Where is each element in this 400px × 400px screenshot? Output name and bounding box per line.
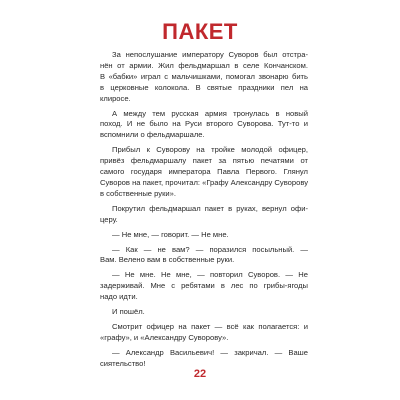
paragraph (100, 245, 308, 267)
text-line: клиросе. (100, 93, 131, 103)
text-line: нён от армии. Жил фельдмаршал в селе Кончанском. (100, 60, 308, 70)
paragraph (100, 109, 308, 142)
paragraph (100, 322, 308, 344)
paragraph (100, 270, 308, 303)
chapter-title: ПАКЕТ (162, 19, 238, 44)
paragraph (100, 50, 308, 105)
text-line: Покрутил фельдмаршал пакет в руках, вернул офи- (112, 203, 308, 213)
text-line: За непослушание императору Суворов был отстра- (112, 50, 308, 59)
paragraph (100, 230, 308, 241)
paragraph (100, 307, 308, 318)
text-line: привёз фельдмаршалу пакет за пятью печатями от (100, 156, 308, 166)
text-line: задерживай. Мне с ребятами в лес по грибы-ягоды (100, 281, 308, 291)
text-line: Вам. Велено вам в собственные руки. (100, 255, 235, 265)
text-line: В «бабки» играл с мальчишками, помогал звонарю бить (100, 71, 308, 81)
story-text (100, 50, 308, 374)
page-number: 22 (193, 368, 207, 380)
text-line: церу. (100, 214, 118, 224)
text-line: Суворов на пакет, прочитал: «Графу Александру Суворову (100, 177, 308, 187)
text-line: — Как — не вам? — поразился посыльный. — (112, 244, 308, 254)
paragraph (100, 348, 308, 370)
text-line: сиятельство! (100, 358, 146, 368)
text-line: — Александр Васильевич! — закричал. — Ваше (112, 347, 308, 357)
text-line: в церковные колокола. В святые праздники пел на (100, 82, 308, 92)
text-line: в собственные руки». (100, 188, 176, 198)
text-line: надо идти. (100, 292, 138, 302)
paragraph (100, 204, 308, 226)
text-line: Прибыл к Суворову на тройке молодой офицер, (112, 145, 308, 155)
text-line: «графу», и «Александру Суворову». (100, 332, 229, 342)
text-line: самого государя императора Павла Первого. Глянул (100, 167, 308, 177)
text-line: поход. И не было на Руси второго Суворова. Тут-то и (100, 119, 308, 129)
text-line: Смотрит офицер на пакет — всё как полагается: и (112, 321, 308, 331)
text-line: И пошёл. (112, 307, 145, 317)
text-line: вспомнили о фельдмаршале. (100, 130, 205, 140)
text-line: — Не мне. Не мне, — повторил Суворов. — Не (112, 270, 308, 280)
text-line: А между тем русская армия тронулась в новый (112, 108, 308, 118)
paragraph (100, 145, 308, 200)
text-line: — Не мне, — говорит. — Не мне. (112, 229, 229, 239)
